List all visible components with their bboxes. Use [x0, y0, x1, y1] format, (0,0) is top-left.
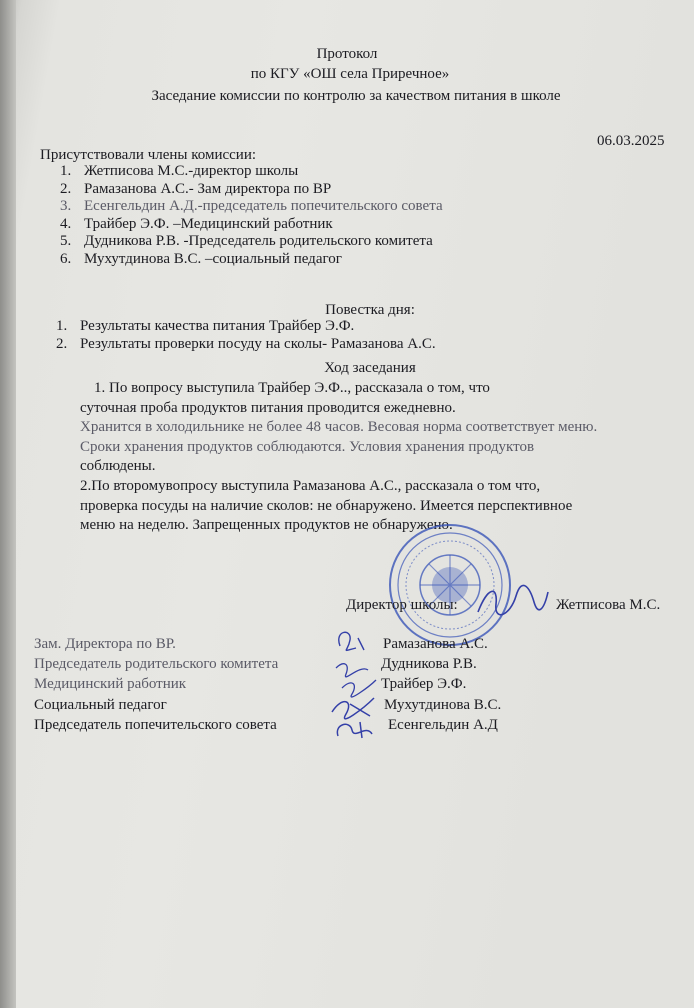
director-signature	[474, 582, 550, 620]
document-date: 06.03.2025	[597, 133, 665, 149]
director-label: Директор школы:	[346, 597, 458, 613]
meeting-subtitle: Заседание комиссии по контролю за качеством питания в школе	[151, 88, 561, 104]
present-heading: Присутствовали члены комиссии:	[40, 147, 257, 163]
member-item: 2. Рамазанова А.С.- Зам директора по ВР	[60, 180, 332, 197]
proceedings-line: Хранится в холодильнике не более 48 часов. Весовая норма соответствует меню.	[80, 419, 598, 435]
signature-name: Рамазанова А.С.	[383, 636, 488, 652]
agenda-item: 1. Результаты качества питания Трайбер Э.Ф.	[56, 318, 355, 334]
handwritten-signatures	[330, 624, 380, 742]
member-item: 4. Трайбер Э.Ф. –Медицинский работник	[60, 215, 333, 232]
organization-line: по КГУ «ОШ села Приречное»	[250, 66, 450, 82]
proceedings-line: 2.По второмувопросу выступила Рамазанова А.С., рассказала о том что,	[80, 478, 541, 494]
agenda-heading: Повестка дня:	[325, 302, 415, 318]
member-item: 1. Жетписова М.С.-директор школы	[60, 163, 299, 179]
signature-role: Председатель родительского комитета	[34, 656, 279, 672]
proceedings-line: соблюдены.	[80, 458, 156, 474]
signature-name: Есенгельдин А.Д	[388, 717, 498, 733]
member-item: 5. Дудникова Р.В. -Председатель родительского комитета	[60, 233, 433, 250]
signature-role: Социальный педагог	[34, 697, 167, 713]
signature-name: Мухутдинова В.С.	[384, 697, 502, 713]
signature-role: Медицинский работник	[34, 676, 187, 692]
proceedings-line: проверка посуды на наличие сколов: не обнаружено. Имеется перспективное	[80, 498, 573, 514]
proceedings-heading: Ход заседания	[324, 360, 416, 376]
agenda-list	[56, 318, 436, 353]
proceedings-line: меню на неделю. Запрещенных продуктов не обнаружено.	[80, 517, 453, 533]
members-list	[60, 163, 443, 269]
paper-shadow-edge	[0, 0, 16, 1008]
proceedings-line: Сроки хранения продуктов соблюдаются. Условия хранения продуктов	[80, 439, 535, 455]
director-name: Жетписова М.С.	[556, 597, 661, 613]
signature-name: Дудникова Р.В.	[381, 656, 477, 672]
member-item: 6. Мухутдинова В.С. –социальный педагог	[60, 250, 342, 267]
document-title: Протокол	[316, 46, 378, 62]
agenda-item: 2. Результаты проверки посуду на сколы- Рамазанова А.С.	[56, 335, 436, 352]
proceedings-line: суточная проба продуктов питания проводится ежедневно.	[80, 400, 456, 416]
signature-role: Зам. Директора по ВР.	[34, 636, 176, 652]
proceedings-line: 1. По вопросу выступила Трайбер Э.Ф.., рассказала о том, что	[94, 380, 490, 396]
member-item: 3. Есенгельдин А.Д.-председатель попечительского совета	[60, 198, 443, 215]
signature-name: Трайбер Э.Ф.	[381, 676, 467, 692]
signature-role: Председатель попечительского совета	[34, 717, 277, 733]
